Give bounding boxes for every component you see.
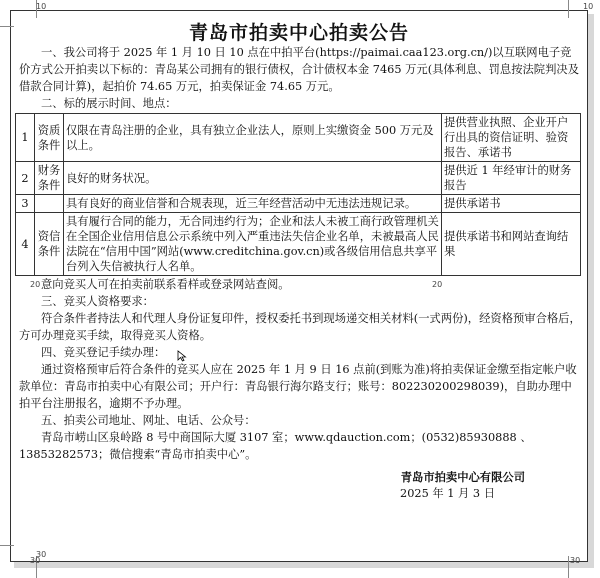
signature-date: 2025 年 1 月 3 日 <box>400 487 495 500</box>
section-2-heading: 二、标的展示时间、地点： <box>41 97 177 110</box>
row-material: 提供承诺书和网站查询结果 <box>442 213 581 276</box>
requirements-table <box>15 113 581 276</box>
guide-line <box>0 26 14 27</box>
row-material: 提供承诺书 <box>442 195 581 213</box>
row-number: 2 <box>16 162 35 195</box>
ruler-mark: 30 <box>570 556 581 565</box>
row-requirement: 具有履行合同的能力，无合同违约行为；企业和法人未被工商行政管理机关在全国企业信用信息公示系统中列入严重违法失信企业名单，未被最高人民法院在“信用中国”网站(www.creditchina.gov.cn)或各级信用信息共享平台列入失信被执行人名单。 <box>64 213 442 276</box>
page-shadow-bottom <box>14 562 594 568</box>
guide-line <box>568 0 569 18</box>
row-category: 资信条件 <box>35 213 64 276</box>
row-category: 资质条件 <box>35 114 64 162</box>
row-category <box>35 195 64 213</box>
row-requirement: 仅限在青岛注册的企业，具有独立企业法人，原则上实缴资金 500 万元及以上。 <box>64 114 442 162</box>
section-5-heading: 五、拍卖公司地址、网址、电话、公众号： <box>41 414 256 427</box>
ruler-mark: 20 <box>432 280 443 289</box>
page-shadow-right <box>588 14 594 566</box>
row-number: 4 <box>16 213 35 276</box>
row-number: 1 <box>16 114 35 162</box>
page-title: 青岛市拍卖中心拍卖公告 <box>188 22 409 44</box>
notice-page <box>10 10 588 562</box>
row-number: 3 <box>16 195 35 213</box>
section-3-heading: 三、竞买人资格要求： <box>41 295 154 308</box>
row-material: 提供营业执照、企业开户行出具的资信证明、验资报告、承诺书 <box>442 114 581 162</box>
table-row <box>16 213 581 276</box>
ruler-mark: 30 <box>36 550 47 559</box>
table-row <box>16 162 581 195</box>
row-requirement: 具有良好的商业信誉和合规表现，近三年经营活动中无违法违规记录。 <box>64 195 442 213</box>
address-paragraph: 青岛市崂山区泉岭路 8 号中商国际大厦 3107 室；www.qdauction.com；(0532)85930888 、13853282573；微信搜索“青岛市拍卖中心”。 <box>19 431 532 461</box>
table-row <box>16 195 581 213</box>
ruler-mark: 30 <box>30 556 41 565</box>
table-row <box>16 114 581 162</box>
ruler-mark: 20 <box>30 280 41 289</box>
text-cursor-icon <box>176 350 188 362</box>
ruler-mark: 10 <box>583 2 594 11</box>
signature-company: 青岛市拍卖中心有限公司 <box>400 471 525 484</box>
row-requirement: 良好的财务状况。 <box>64 162 442 195</box>
registration-paragraph: 通过资格预审后符合条件的竞买人应在 2025 年 1 月 9 日 16 点前(到账为准)将拍卖保证金缴至指定帐户收款单位：青岛市拍卖中心有限公司；开户行：青岛银行海尔路支行；账号：802230200298039)，自助办理中拍平台注册报名，逾期不予办理。 <box>19 363 577 410</box>
qualification-paragraph: 符合条件者持法人和代理人身份证复印件，授权委托书到现场递交相关材料(一式两份)，经资格预审合格后，方可办理竞买手续，取得竞买人资格。 <box>19 312 581 342</box>
ruler-mark: 10 <box>36 2 47 11</box>
viewing-paragraph: 意向竞买人可在拍卖前联系看样或登录网站查阅。 <box>41 278 290 291</box>
guide-line <box>0 545 14 546</box>
intro-paragraph: 一、我公司将于 2025 年 1 月 10 日 10 点在中拍平台(https://paimai.caa123.org.cn/)以互联网电子竞价方式公开拍卖以下标的：青岛某公司拥有的银行债权，合计债权本金 7465 万元(具体利息、罚息按法院判决及借款合同计算)，起拍价 74.65 万元，拍卖保证金 74.65 万元。 <box>19 46 580 93</box>
section-4-heading: 四、竞买登记手续办理： <box>41 346 166 359</box>
guide-line <box>568 556 569 578</box>
row-category: 财务条件 <box>35 162 64 195</box>
row-material: 提供近 1 年经审计的财务报告 <box>442 162 581 195</box>
